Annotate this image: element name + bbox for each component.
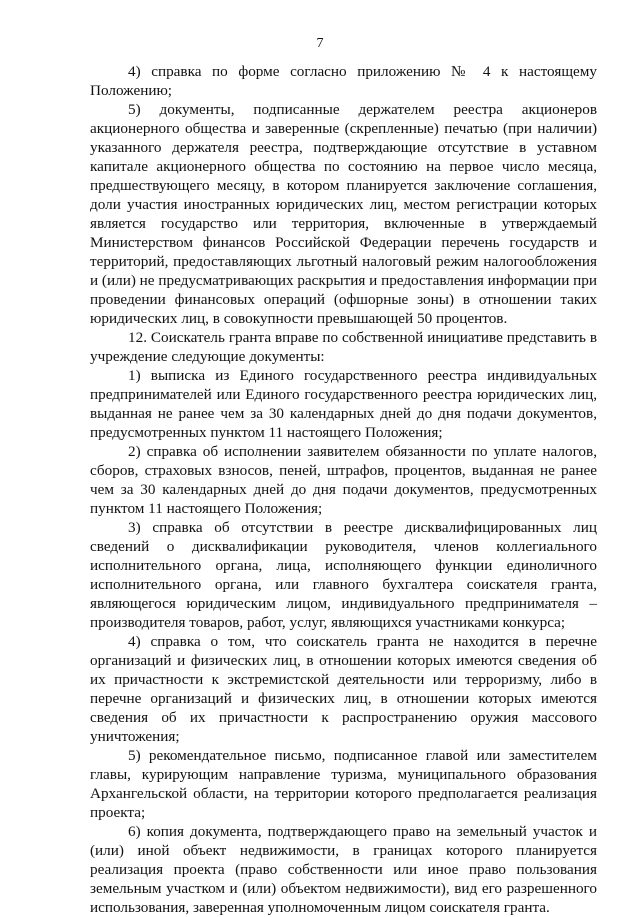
paragraph-item-2-tax-certificate: 2) справка об исполнении заявителем обязанности по уплате налогов, сборов, страховых взносов, пеней, штрафов, процентов, выданная не ранее чем за 30 календарных дней до дня подачи документов, предусмотренных пунктом 11 настоящего Положения; [90, 443, 597, 517]
document-body [90, 62, 597, 917]
paragraph-item-4-extremism-certificate: 4) справка о том, что соискатель гранта не находится в перечне организаций и физических лиц, в отношении которых имеются сведения об их причастности к экстремистской деятельности или терроризму, либо в перечне организаций и физических лиц, в отношении которых имеются сведения об их причастности к распространению оружия массового уничтожения; [90, 633, 597, 745]
paragraph-item-6-land-rights-document: 6) копия документа, подтверждающего право на земельный участок и (или) иной объект недвижимости, в границах которого планируется реализация проекта (право собственности или иное право пользования земельным участком и (или) объектом недвижимости), вид его разрешенного использования, заверенная уполномоченным лицом соискателя гранта. [90, 823, 597, 916]
paragraph-item-3-disqualification-certificate: 3) справка об отсутствии в реестре дисквалифицированных лиц сведений о дисквалификации руководителя, членов коллегиального исполнительного органа, лица, исполняющего функции единоличного исполнительного органа, или главного бухгалтера соискателя гранта, являющегося юридическим лицом, индивидуального предпринимателя – производителя товаров, работ, услуг, являющихся участниками конкурса; [90, 519, 597, 631]
paragraph-item-1-state-register-extract: 1) выписка из Единого государственного реестра индивидуальных предпринимателей или Единого государственного реестра юридических лиц, выданная не ранее чем за 30 календарных дней до дня подачи документов, предусмотренных пунктом 11 настоящего Положения; [90, 367, 597, 441]
paragraph-item-5-recommendation-letter: 5) рекомендательное письмо, подписанное главой или заместителем главы, курирующим направление туризма, муниципального образования Архангельской области, на территории которого предполагается реализация проекта; [90, 747, 597, 821]
page-number: 7 [316, 36, 324, 51]
paragraph-item-5-shareholder-register-documents: 5) документы, подписанные держателем реестра акционеров акционерного общества и заверенные (скрепленные) печатью (при наличии) указанного держателя реестра, подтверждающие отсутствие в уставном капитале акционерного общества по состоянию на первое число месяца, предшествующего месяцу, в котором планируется заключение соглашения, доли участия иностранных юридических лиц, местом регистрации которых является государство или территория, включенные в утверждаемый Министерством финансов Российской Федерации перечень государств и территорий, предоставляющих льготный налоговый режим налогообложения и (или) не предусматривающих раскрытия и предоставления информации при проведении финансовых операций (офшорные зоны) в отношении таких юридических лиц, в совокупности превышающей 50 процентов. [90, 101, 597, 327]
paragraph-clause-12: 12. Соискатель гранта вправе по собственной инициативе представить в учреждение следующие документы: [90, 329, 597, 365]
paragraph-item-4-certificate-form: 4) справка по форме согласно приложению № 4 к настоящему Положению; [90, 63, 597, 99]
